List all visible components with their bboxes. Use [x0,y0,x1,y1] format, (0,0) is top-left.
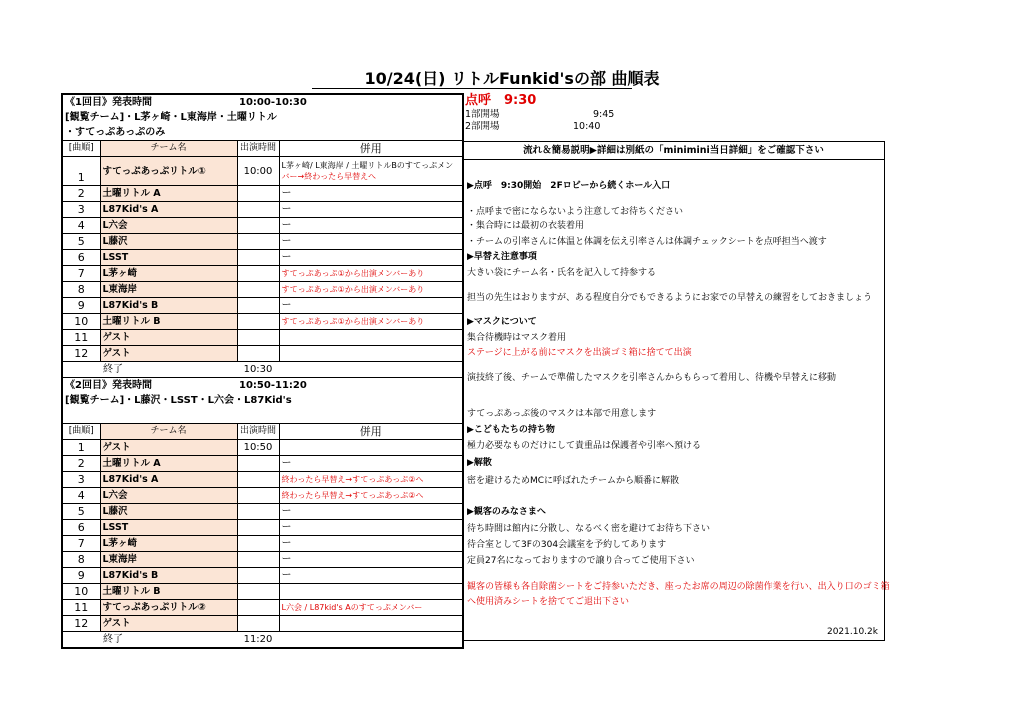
row-note: ー [279,186,463,202]
row-order: 4 [62,488,100,504]
explanation-line: 大きい袋にチーム名・氏名を記入して持参する [467,268,657,278]
row-order: 3 [62,472,100,488]
row-time [237,298,279,314]
table-row [62,298,463,314]
explanation-line: ▶こどもたちの持ち物 [467,425,555,435]
explanation-line: 集合待機時はマスク着用 [467,333,567,343]
explanation-line: ▶早替え注意事項 [467,252,537,262]
roll-call-time: 点呼 9:30 [465,93,537,108]
call-info [463,93,883,133]
table-row [62,202,463,218]
row-note: ー [279,568,463,584]
row-order: 11 [62,330,100,346]
row-order: 1 [62,440,100,456]
row-time [237,330,279,346]
explanation-line: ・チームの引率さんに体温と体調を伝え引率さんは体調チェックシートを点呼担当へ渡す [467,237,827,247]
row-team: L87Kid's B [100,298,237,314]
row-time: 10:50 [237,440,279,456]
end-label: 終了 [62,632,237,649]
row-order: 5 [62,504,100,520]
row-time [237,568,279,584]
col-time: 出演時間 [237,424,279,440]
row-order: 9 [62,568,100,584]
row-team: L茅ヶ崎 [100,266,237,282]
table-row [62,456,463,472]
row-time [237,552,279,568]
explanation-line: へ使用済みシートを捨ててご退出下さい [467,597,630,607]
section-header: 《1回目》発表時間 [62,94,237,110]
row-order: 12 [62,616,100,632]
end-blank [279,362,463,378]
explanation-line: ▶観客のみなさまへ [467,507,546,517]
table-row [62,504,463,520]
section-time-range: 10:50-11:20 [237,378,463,394]
row-time [237,314,279,330]
row-order: 11 [62,600,100,616]
explanation-line: 観客の皆様も各自除菌シートをご持参いただき、座ったお席の周辺の除菌作業を行い、出入り口のゴミ箱 [467,582,890,592]
row-note: ー [279,504,463,520]
row-note [279,584,463,600]
explanation-line: 極力必要なものだけにして貴重品は保護者や引率へ預ける [467,441,702,451]
explanation-line: 待ち時間は館内に分散し、なるべく密を避けてお待ち下さい [467,524,711,534]
row-note: ー [279,298,463,314]
explanation-line: 担当の先生はおりますが、ある程度自分でもできるようにお家での早替えの練習をしておきましょう [467,293,873,303]
viewing-teams-cont [62,408,463,424]
part1-open [463,109,883,121]
row-team: LSST [100,520,237,536]
row-order: 7 [62,536,100,552]
row-note-line1: L茅ヶ崎/ L東海岸 / 土曜リトルBのすてっぷメン [281,161,454,170]
explanation-line: ▶マスクについて [467,317,537,327]
part2-time: 10:40 [573,121,601,132]
explanation-header: 流れ＆簡易説明▶詳細は別紙の「minimini当日詳細」をご確認下さい [463,142,884,160]
table-row [62,234,463,250]
row-team: L東海岸 [100,282,237,298]
row-team: 土曜リトル B [100,584,237,600]
row-note: すてっぷあっぷ①から出演メンバーあり [279,266,463,282]
row-order: 6 [62,250,100,266]
row-time [237,234,279,250]
row-team: L六会 [100,488,237,504]
table-row [62,552,463,568]
row-order: 1 [62,157,100,186]
row-time [237,218,279,234]
row-note [279,157,463,186]
row-note: すてっぷあっぷ①から出演メンバーあり [279,282,463,298]
row-team: ゲスト [100,330,237,346]
row-team: LSST [100,250,237,266]
col-order: [曲順] [62,424,100,440]
explanation-line: ・点呼まで密にならないよう注意してお待ちください [467,207,684,217]
row-note: ー [279,536,463,552]
row-note: すてっぷあっぷ①から出演メンバーあり [279,314,463,330]
row-time [237,472,279,488]
row-time [237,600,279,616]
viewing-teams-cont: ・すてっぷあっぷのみ [62,125,463,141]
row-note: ー [279,552,463,568]
row-team: L六会 [100,218,237,234]
row-time [237,250,279,266]
row-team: すてっぷあっぷリトル① [100,157,237,186]
row-order: 4 [62,218,100,234]
row-team: ゲスト [100,346,237,362]
row-time [237,346,279,362]
row-order: 10 [62,584,100,600]
table-row [62,600,463,616]
title-underline [312,88,632,89]
row-note: ー [279,456,463,472]
end-time: 11:20 [237,632,279,649]
row-order: 6 [62,520,100,536]
col-note: 併用 [279,424,463,440]
explanation-line: 待合室として3Fの304会議室を予約してあります [467,540,667,550]
section-header: 《2回目》発表時間 [62,378,237,394]
row-team: L藤沢 [100,504,237,520]
row-order: 3 [62,202,100,218]
row-note [279,616,463,632]
row-team: L藤沢 [100,234,237,250]
viewing-teams: [観覧チーム]・L藤沢・LSST・L六会・L87Kid's [62,393,463,408]
row-time [237,202,279,218]
row-note: ー [279,520,463,536]
row-team: ゲスト [100,616,237,632]
table-row [62,157,463,186]
explanation-line: ▶解散 [467,458,492,468]
table-row [62,266,463,282]
explanation-line: 定員27名になっておりますので譲り合ってご使用下さい [467,556,695,566]
table-row [62,488,463,504]
explanation-line: ・集合時には最初の衣装着用 [467,221,585,231]
row-team: L茅ヶ崎 [100,536,237,552]
table-row [62,568,463,584]
row-time [237,266,279,282]
row-order: 2 [62,186,100,202]
table-row [62,250,463,266]
table-row [62,282,463,298]
part1-label: 1部開場 [465,109,500,120]
page-title: 10/24(日) リトルFunkid'sの部 曲順表 [364,69,660,88]
table-row [62,314,463,330]
row-time [237,504,279,520]
row-time: 10:00 [237,157,279,186]
row-order: 9 [62,298,100,314]
row-order: 5 [62,234,100,250]
table-row [62,536,463,552]
explanation-line: 密を避けるためMCに呼ばれたチームから順番に解散 [467,476,680,486]
part2-label: 2部開場 [465,121,500,132]
col-order: [曲順] [62,141,100,157]
row-order: 2 [62,456,100,472]
row-note: ー [279,202,463,218]
row-team: ゲスト [100,440,237,456]
table-row [62,520,463,536]
table-row [62,472,463,488]
schedule-table [61,93,464,649]
row-note: 終わったら早替え→すてっぷあっぷ②へ [279,472,463,488]
row-note: 終わったら早替え→すてっぷあっぷ②へ [279,488,463,504]
explanation-line: ステージに上がる前にマスクを出演ゴミ箱に捨てて出演 [467,348,692,358]
col-note: 併用 [279,141,463,157]
row-time [237,616,279,632]
row-team: L87Kid's A [100,472,237,488]
col-time: 出演時間 [237,141,279,157]
row-team: すてっぷあっぷリトル② [100,600,237,616]
end-label: 終了 [62,362,237,378]
table-row [62,186,463,202]
row-time [237,536,279,552]
table-row [62,346,463,362]
row-order: 12 [62,346,100,362]
table-row [62,440,463,456]
row-team: L87Kid's A [100,202,237,218]
viewing-teams: [観覧チーム]・L茅ヶ崎・L東海岸・土曜リトル [62,110,463,125]
part2-open [463,121,883,133]
row-team: 土曜リトル A [100,186,237,202]
table-row [62,218,463,234]
row-team: L87Kid's B [100,568,237,584]
explanation-line: ▶点呼 9:30開始 2Fロビーから続くホール入口 [467,181,671,191]
row-note: L六会 / L87kid's Aのすてっぷメンバー [279,600,463,616]
row-note: ー [279,234,463,250]
col-team: チーム名 [100,141,237,157]
row-note [279,440,463,456]
row-note: ー [279,250,463,266]
row-time [237,584,279,600]
part1-time: 9:45 [593,109,615,120]
row-order: 8 [62,552,100,568]
row-time [237,282,279,298]
section-time-range: 10:00-10:30 [237,94,463,110]
row-time [237,186,279,202]
date-stamp: 2021.10.2k [826,627,878,637]
col-team: チーム名 [100,424,237,440]
table-row [62,616,463,632]
row-time [237,456,279,472]
end-time: 10:30 [237,362,279,378]
explanation-panel [463,141,890,641]
explanation-line: すてっぷあっぷ後のマスクは本部で用意します [467,409,657,419]
row-team: 土曜リトル A [100,456,237,472]
row-team: 土曜リトル B [100,314,237,330]
row-time [237,520,279,536]
table-row [62,330,463,346]
explanation-line: 演技終了後、チームで準備したマスクを引率さんからもらって着用し、待機や早替えに移動 [467,373,837,383]
row-team: L東海岸 [100,552,237,568]
table-row [62,584,463,600]
row-order: 7 [62,266,100,282]
row-note-line2: バー→終わったら早替えへ [281,172,376,181]
row-order: 10 [62,314,100,330]
row-note [279,330,463,346]
row-note: ー [279,218,463,234]
row-order: 8 [62,282,100,298]
end-blank [279,632,463,649]
row-note [279,346,463,362]
row-time [237,488,279,504]
